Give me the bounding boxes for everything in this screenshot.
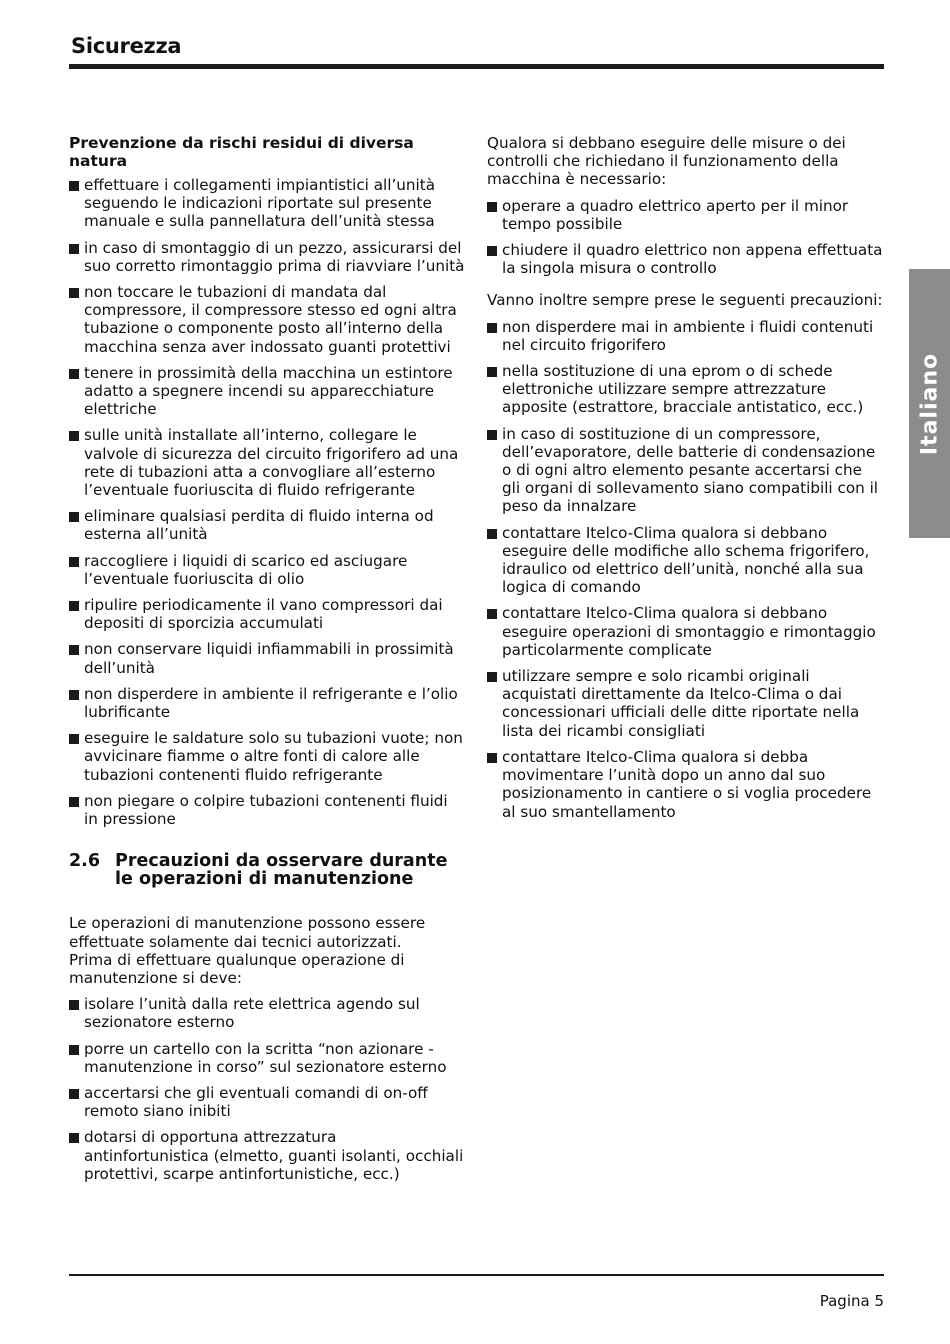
list-item: contattare Itelco-Clima qualora si debba movimentare l’unità dopo un anno dal suo posizionamento in cantiere o si voglia procedere al suo smantellamento: [487, 748, 884, 821]
list-item: utilizzare sempre e solo ricambi originali acquistati direttamente da Itelco-Clima o dai concessionari ufficiali delle ditte riportate nella lista dei ricambi consigliati: [487, 667, 884, 740]
list-item: in caso di smontaggio di un pezzo, assicurarsi del suo corretto rimontaggio prima di riavviare l’unità: [69, 239, 465, 275]
right-column: [487, 134, 884, 829]
list-item: in caso di sostituzione di un compressore, dell’evaporatore, delle batterie di condensazione o di ogni altro elemento pesante accertarsi che gli organi di sollevamento siano compatibili con il peso da innalzare: [487, 425, 884, 516]
list-item: non toccare le tubazioni di mandata dal compressore, il compressore stesso ed ogni altra tubazione o componente posto all’interno della macchina senza aver indossato guanti protettivi: [69, 283, 465, 356]
square-bullet-icon: [69, 1045, 79, 1055]
square-bullet-icon: [69, 288, 79, 298]
square-bullet-icon: [69, 601, 79, 611]
list-item: tenere in prossimità della macchina un estintore adatto a spegnere incendi su apparecchiature elettriche: [69, 364, 465, 419]
residual-risk-list: [69, 176, 465, 828]
list-item: isolare l’unità dalla rete elettrica agendo sul sezionatore esterno: [69, 995, 465, 1031]
list-item: raccogliere i liquidi di scarico ed asciugare l’eventuale fuoriuscita di olio: [69, 552, 465, 588]
list-item: contattare Itelco-Clima qualora si debbano eseguire delle modifiche allo schema frigorifero, idraulico od elettrico dell’unità, nonché alla sua logica di comando: [487, 524, 884, 597]
square-bullet-icon: [69, 431, 79, 441]
intro-paragraph: Qualora si debbano eseguire delle misure o dei controlli che richiedano il funzionamento della macchina è necessario:: [487, 134, 846, 189]
square-bullet-icon: [69, 512, 79, 522]
square-bullet-icon: [487, 430, 497, 440]
list-item: non piegare o colpire tubazioni contenenti fluidi in pressione: [69, 792, 465, 828]
list-item: accertarsi che gli eventuali comandi di on-off remoto siano inibiti: [69, 1084, 465, 1120]
chapter-heading: [69, 852, 465, 888]
list-item: porre un cartello con la scritta “non azionare - manutenzione in corso” sul sezionatore esterno: [69, 1040, 465, 1076]
header-divider: [69, 64, 884, 69]
square-bullet-icon: [69, 1133, 79, 1143]
square-bullet-icon: [69, 1089, 79, 1099]
list-item: non disperdere in ambiente il refrigerante e l’olio lubrificante: [69, 685, 465, 721]
list-item: dotarsi di opportuna attrezzatura antinfortunistica (elmetto, guanti isolanti, occhiali protettivi, scarpe antinfortunistiche, ecc.): [69, 1128, 465, 1183]
square-bullet-icon: [69, 645, 79, 655]
square-bullet-icon: [69, 557, 79, 567]
square-bullet-icon: [487, 753, 497, 763]
square-bullet-icon: [487, 672, 497, 682]
footer-divider: [69, 1274, 884, 1276]
square-bullet-icon: [487, 609, 497, 619]
language-tab-label: Italiano: [917, 352, 942, 455]
list-item: nella sostituzione di una eprom o di schede elettroniche utilizzare sempre attrezzature apposite (estrattore, bracciale antistatico, ecc.): [487, 362, 884, 417]
square-bullet-icon: [69, 797, 79, 807]
square-bullet-icon: [487, 246, 497, 256]
list-item: non conservare liquidi infiammabili in prossimità dell’unità: [69, 640, 465, 676]
square-bullet-icon: [487, 529, 497, 539]
intro-paragraph-2: Prima di effettuare qualunque operazione di manutenzione si deve:: [69, 950, 405, 987]
square-bullet-icon: [487, 323, 497, 333]
chapter-number: 2.6: [69, 851, 101, 872]
list-item: chiudere il quadro elettrico non appena effettuata la singola misura o controllo: [487, 241, 884, 277]
square-bullet-icon: [487, 202, 497, 212]
list-item: sulle unità installate all’interno, collegare le valvole di sicurezza del circuito frigorifero ad una rete di tubazioni atta a convogliare all’esterno l’eventuale fuoriuscita di fluido refrigerante: [69, 426, 465, 499]
square-bullet-icon: [69, 734, 79, 744]
intro-paragraph: Le operazioni di manutenzione possono essere effettuate solamente dai tecnici autorizzati.: [69, 914, 426, 951]
square-bullet-icon: [69, 244, 79, 254]
measurement-list: [487, 197, 884, 278]
list-item: operare a quadro elettrico aperto per il minor tempo possibile: [487, 197, 884, 233]
list-item: non disperdere mai in ambiente i fluidi contenuti nel circuito frigorifero: [487, 318, 884, 354]
page-title: Sicurezza: [71, 34, 182, 58]
square-bullet-icon: [69, 690, 79, 700]
chapter-title: Precauzioni da osservare durante le operazioni di manutenzione: [115, 851, 448, 890]
page-number: Pagina 5: [819, 1292, 884, 1310]
square-bullet-icon: [487, 367, 497, 377]
square-bullet-icon: [69, 369, 79, 379]
list-item: eliminare qualsiasi perdita di fluido interna od esterna all’unità: [69, 507, 465, 543]
square-bullet-icon: [69, 181, 79, 191]
list-item: effettuare i collegamenti impiantistici all’unità seguendo le indicazioni riportate sul presente manuale e sulla pannellatura dell’unità stessa: [69, 176, 465, 231]
square-bullet-icon: [69, 1000, 79, 1010]
list-item: ripulire periodicamente il vano compressori dai depositi di sporcizia accumulati: [69, 596, 465, 632]
language-tab: [909, 269, 950, 538]
list-item: eseguire le saldature solo su tubazioni vuote; non avvicinare fiamme o altre fonti di calore alle tubazioni contenenti fluido refrigerante: [69, 729, 465, 784]
maintenance-list: [69, 995, 465, 1183]
precautions-list: [487, 318, 884, 821]
precautions-paragraph: Vanno inoltre sempre prese le seguenti precauzioni:: [487, 291, 883, 310]
left-column: [69, 134, 465, 1191]
section-heading: Prevenzione da rischi residui di diversa natura: [69, 134, 414, 170]
list-item: contattare Itelco-Clima qualora si debbano eseguire operazioni di smontaggio e rimontaggio particolarmente complicate: [487, 604, 884, 659]
